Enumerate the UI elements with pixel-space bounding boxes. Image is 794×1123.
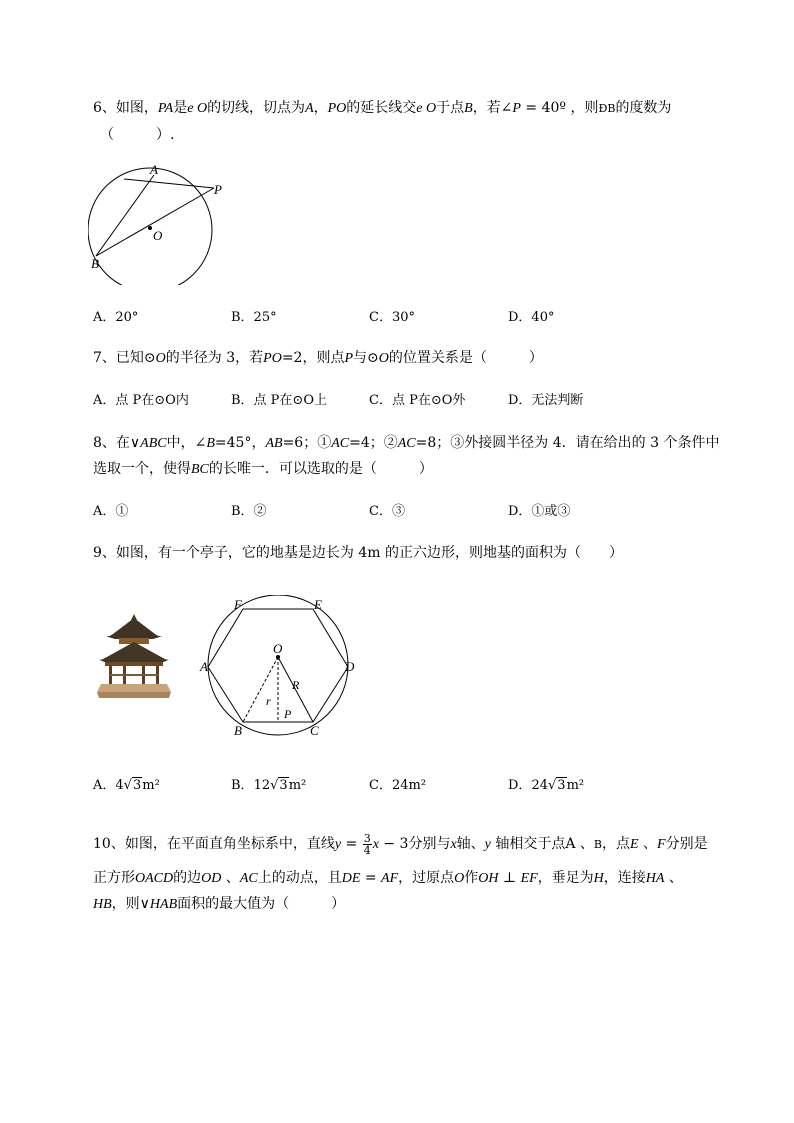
q7-option-b[interactable]: B．点 P在⊙O上 (231, 393, 327, 408)
q9-label-a: A (200, 659, 208, 674)
q10-stem-line2: 正方形OACD的边OD 、AC上的动点，且DE = AF，过原点O作OH ⊥ EF，垂足为H，连接HA 、 (93, 870, 683, 886)
q8-option-d[interactable]: D．①或③ (508, 504, 571, 519)
q6-label-a: A (150, 162, 158, 177)
q6-tangent-line (124, 179, 214, 188)
q9-label-f: F (234, 597, 242, 612)
q8-option-a[interactable]: A．① (93, 504, 129, 519)
q9-label-r-small: r (266, 694, 271, 708)
q9-label-p: P (284, 707, 292, 721)
q7-option-d[interactable]: D．无法判断 (508, 393, 584, 408)
q6-label-o: O (153, 228, 163, 243)
q9-option-c[interactable]: C．24m² (369, 778, 427, 793)
q10-stem-line1: 10、如图，在平面直角坐标系中，直线y = $\frac{3}{4}$ x − 3分别与x轴、y 轴相交于点A 、B，点E 、F分别是 (93, 831, 708, 857)
q6-answer-paren: （ ）. (100, 127, 175, 143)
q10-stem-line3: HB，则∨HAB面积的最大值为（ ） (93, 896, 346, 912)
q6-figure (88, 160, 238, 285)
q10-fraction: $\frac{3}{4}$ (363, 831, 371, 857)
q7-option-a[interactable]: A．点 P在⊙O内 (93, 393, 189, 408)
q7-stem: 7、已知⊙O的半径为 3，若PO=2，则点P与⊙O的位置关系是（ ） (93, 350, 543, 366)
pavilion-image (95, 612, 173, 702)
q9-option-b[interactable]: B．12√3m² (231, 778, 307, 793)
q9-hexagon-figure (198, 595, 360, 740)
q8-stem-line2: 选取一个，使得BC的长唯一．可以选取的是（ ） (93, 461, 433, 477)
q6-option-b[interactable]: B．25° (231, 310, 277, 325)
q6-option-d[interactable]: D．40° (508, 310, 555, 325)
q9-label-d: D (345, 659, 355, 674)
q6-option-c[interactable]: C．30° (369, 310, 415, 325)
q9-label-o: O (273, 641, 283, 656)
q9-label-e: E (314, 597, 322, 612)
q9-label-r-big: R (292, 678, 300, 692)
q6-center-dot (148, 226, 152, 230)
q6-line-pb (96, 188, 214, 256)
q6-label-p: P (214, 182, 222, 197)
q8-stem-line1: 8、在∨ABC中，∠B=45°，AB=6；①AC=4；②AC=8；③外接圆半径为 4．请在给出的 3 个条件中 (93, 435, 720, 451)
q6-label-b: B (91, 256, 99, 271)
q6-stem: 6、如图，PA是e O的切线，切点为A，PO的延长线交e O于点B，若∠P = 40º ，则ÐB的度数为 (93, 100, 672, 116)
q9-label-b: B (234, 723, 242, 738)
q6-option-a[interactable]: A．20° (93, 310, 139, 325)
q9-stem: 9、如图，有一个亭子，它的地基是边长为 4m 的正六边形，则地基的面积为（ ） (93, 545, 624, 561)
q9-option-a[interactable]: A．4√3m² (93, 778, 160, 793)
q7-option-c[interactable]: C．点 P在⊙O外 (369, 393, 466, 408)
q9-option-d[interactable]: D．24√3m² (508, 778, 585, 793)
q8-option-c[interactable]: C．③ (369, 504, 405, 519)
q9-hexagon (208, 609, 348, 722)
q9-label-c: C (310, 723, 319, 738)
q8-option-b[interactable]: B．② (231, 504, 267, 519)
